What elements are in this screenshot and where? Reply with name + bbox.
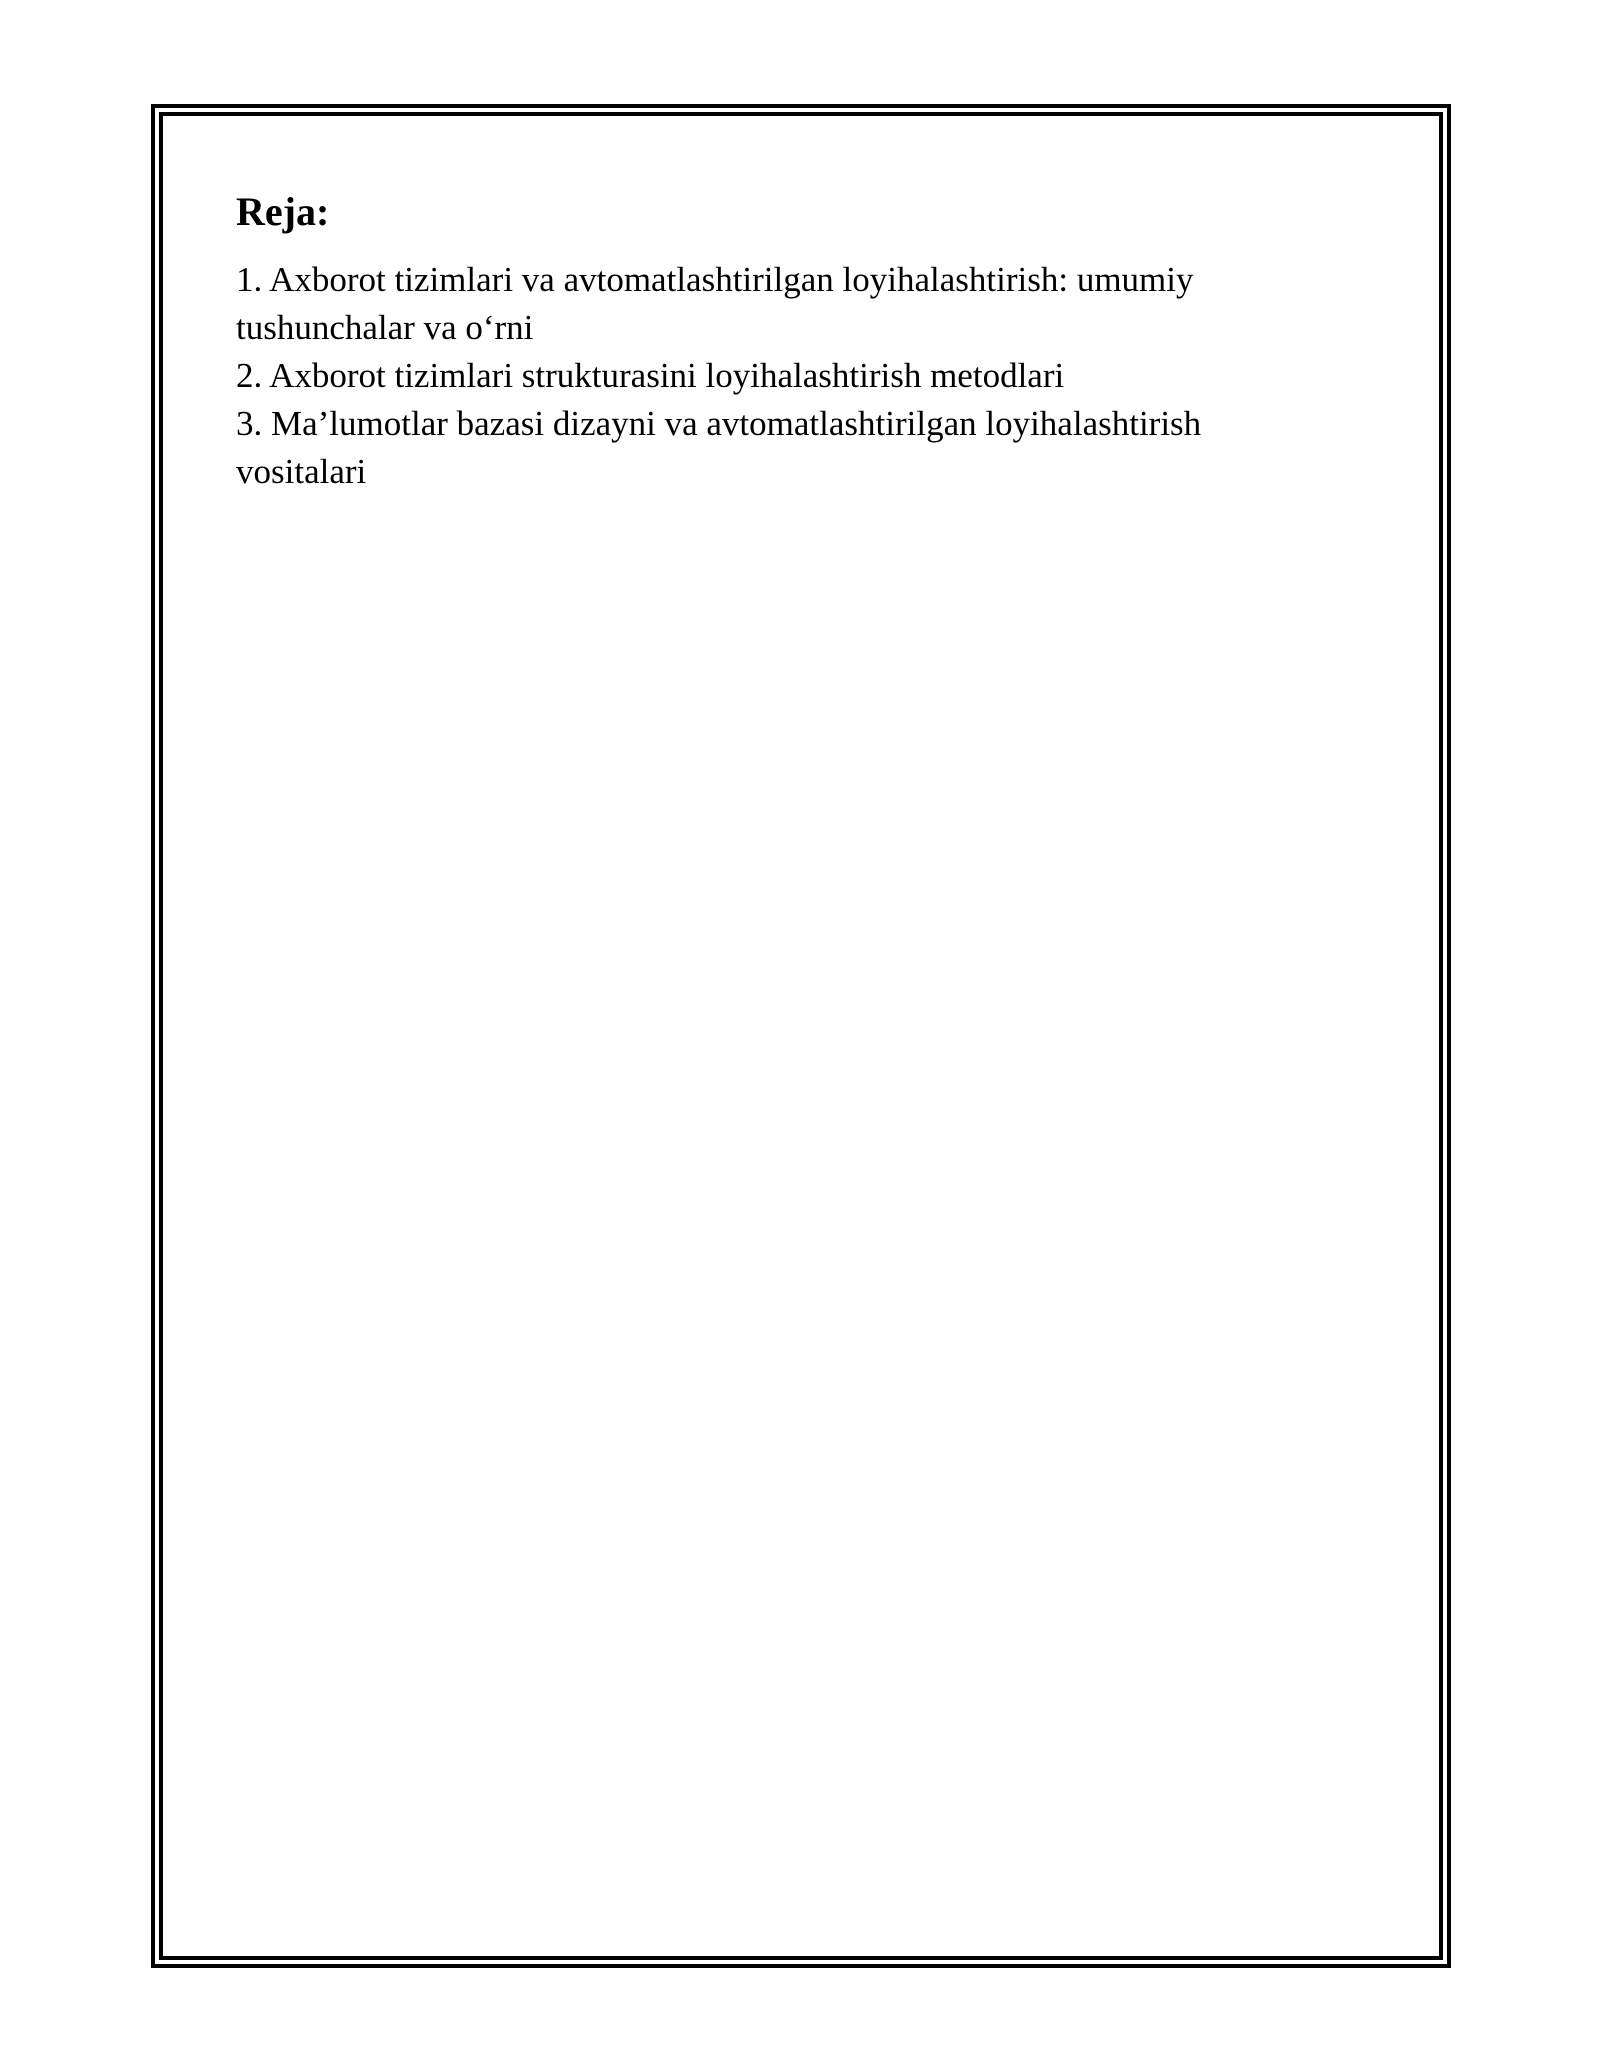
plan-item-3: 3. Ma’lumotlar bazasi dizayni va avtomatlashtirilgan loyihalashtirish vositalari (236, 404, 1202, 491)
plan-item-1: 1. Axborot tizimlari va avtomatlashtirilgan loyihalashtirish: umumiy tushunchalar va o‘rni (236, 260, 1194, 347)
plan-list (236, 256, 1296, 496)
page-content (236, 184, 1316, 496)
plan-title: Reja: (236, 189, 330, 234)
plan-item-2: 2. Axborot tizimlari strukturasini loyihalashtirish metodlari (236, 356, 1065, 395)
